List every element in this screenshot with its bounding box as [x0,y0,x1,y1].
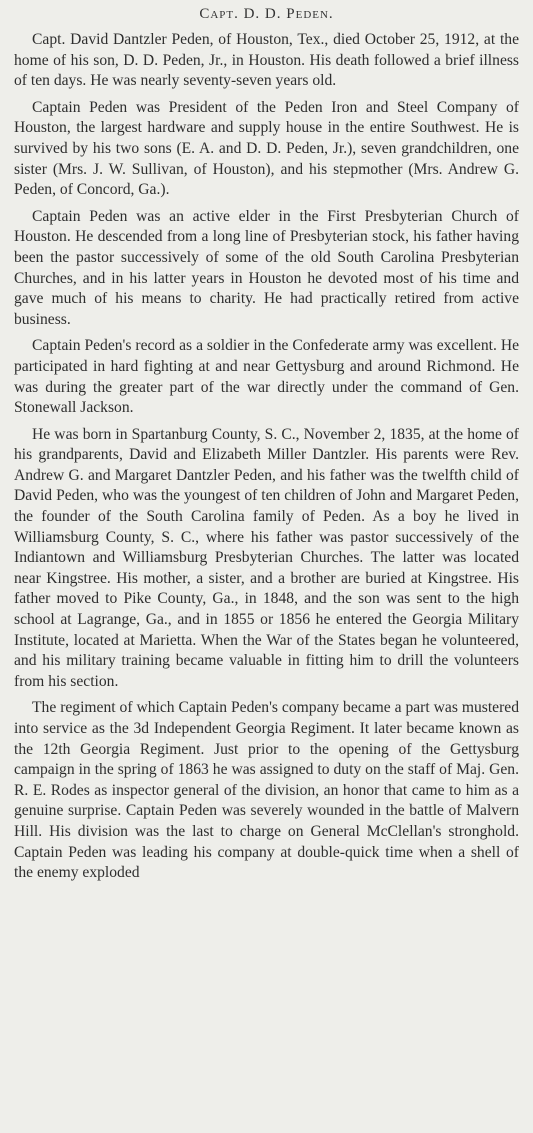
paragraph-4: Captain Peden's record as a soldier in the Confederate army was excellent. He participated in hard fighting at and near Gettysburg and around Richmond. He was during the greater part of the war directly under the command of Gen. Stonewall Jackson. [14,337,519,417]
paragraph-3: Captain Peden was an active elder in the First Presbyterian Church of Houston. He descended from a long line of Presbyterian stock, his father having been the pastor successively of some of the old South Carolina Presbyterian Churches, and in his latter years in Houston he devoted most of his time and gave much of his means to charity. He had practically retired from active business. [14,207,519,328]
paragraph-5: He was born in Spartanburg County, S. C., November 2, 1835, at the home of his grandparents, David and Elizabeth Miller Dantzler. His parents were Rev. Andrew G. and Margaret Dantzler Peden, and his father was the twelfth child of David Peden, who was the youngest of ten children of John and Margaret Peden, the founder of the South Carolina family of Peden. As a boy he lived in Williamsburg County, S. C., where his father was pastor successively of the Indiantown and Williamsburg Presbyterian Churches. The latter was located near Kingstree. His mother, a sister, and a brother are buried at Kingstree. His father moved to Pike County, Ga., in 1848, and the son was sent to the high school at Lagrange, Ga., and in 1855 or 1856 he entered the Georgia Military Institute, located at Marietta. When the War of the States began he volunteered, and his military training became valuable in fitting him to drill the volunteers from his section. [14,425,519,690]
paragraph-6: The regiment of which Captain Peden's company became a part was mustered into service as the 3d Independent Georgia Regiment. It later became known as the 12th Georgia Regiment. Just prior to the opening of the Gettysburg campaign in the spring of 1863 he was assigned to duty on the staff of Maj. Gen. R. E. Rodes as inspector general of the division, an honor that came to him as a genuine surprise. Captain Peden was severely wounded in the battle of Malvern Hill. His division was the last to charge on General McClellan's stronghold. Captain Peden was leading his company at double-quick time when a shell of the enemy exploded [14,699,519,882]
paragraph-2: Captain Peden was President of the Peden Iron and Steel Company of Houston, the largest hardware and supply house in the entire Southwest. He is survived by his two sons (E. A. and D. D. Peden, Jr.), seven grandchildren, one sister (Mrs. J. W. Sullivan, of Houston), and his stepmother (Mrs. Andrew G. Peden, of Concord, Ga.). [14,98,519,199]
page-title: Capt. D. D. Peden. [199,6,334,22]
paragraph-1: Capt. David Dantzler Peden, of Houston, Tex., died October 25, 1912, at the home of his son, D. D. Peden, Jr., in Houston. His death followed a brief illness of ten days. He was nearly seventy-seven years old. [14,31,519,90]
